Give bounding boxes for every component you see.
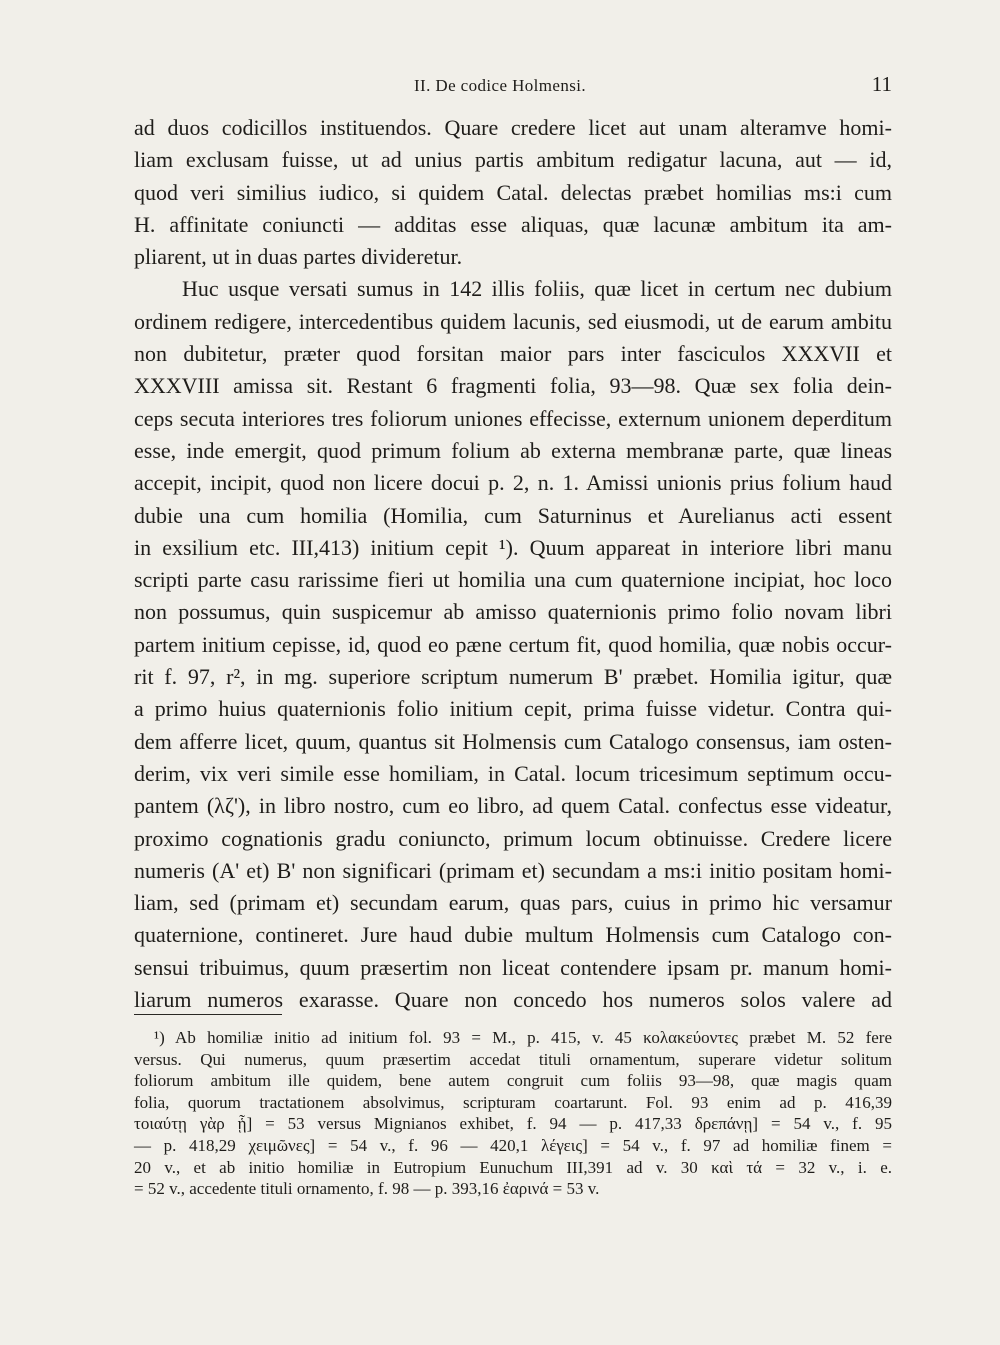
- footnote-line: folia, quorum tractationem absolvimus, scripturam coartarunt. Fol. 93 enim ad p. 416,39: [134, 1092, 892, 1112]
- body-line: quod veri similius iudico, si quidem Catal. delectas præbet homilias ms:i cum: [134, 179, 892, 205]
- body-line: scripti parte casu rarissime fieri ut homilia una cum quaternione incipiat, hoc loco: [134, 567, 892, 593]
- body-text: [134, 112, 892, 1016]
- body-line: ceps secuta interiores tres foliorum uniones effecisse, externum unionem deperditum: [134, 405, 892, 431]
- body-line: pantem (λζ'), in libro nostro, cum eo libro, ad quem Catal. confectus esse videatur,: [134, 793, 892, 819]
- footnote-line: τοιαύτῃ γὰρ ᾗ] = 53 versus Mignianos exhibet, f. 94 — p. 417,33 δρεπάνῃ] = 54 v., f. 95: [134, 1114, 892, 1134]
- body-line: liarum numeros exarasse. Quare non concedo hos numeros solos valere ad: [134, 987, 892, 1013]
- footnote-divider: [134, 1014, 282, 1015]
- body-line: pliarent, ut in duas partes divideretur.: [134, 244, 463, 270]
- body-line: H. affinitate coniuncti — additas esse aliquas, quæ lacunæ ambitum ita am-: [134, 211, 892, 237]
- running-title: II. De codice Holmensi.: [413, 76, 587, 95]
- body-line: ordinem redigere, intercedentibus quidem lacunis, sed eiusmodi, ut de earum ambitu: [134, 308, 892, 334]
- body-line: in exsilium etc. III,413) initium cepit ¹). Quum appareat in interiore libri manu: [134, 534, 892, 560]
- page-number: 11: [871, 72, 892, 96]
- body-line: esse, inde emergit, quod primum folium ab externa membranæ parte, quæ lineas: [134, 437, 892, 463]
- body-line: dem afferre licet, quum, quantus sit Holmensis cum Catalogo consensus, iam osten-: [134, 728, 892, 754]
- body-line: liam, sed (primam et) secundam earum, quas pars, cuius in primo hic versamur: [134, 890, 892, 916]
- footnote-line: 20 v., et ab initio homiliæ in Eutropium Eunuchum III,391 ad v. 30 καὶ τά = 32 v., i. e.: [134, 1157, 892, 1177]
- footnote-line: ¹) Ab homiliæ initio ad initium fol. 93 = M., p. 415, v. 45 κολακεύοντες præbet M. 52 fere: [154, 1028, 892, 1047]
- footnote-line: = 52 v., accedente tituli ornamento, f. 98 — p. 393,16 ἐαρινά = 53 v.: [134, 1179, 600, 1199]
- body-line: accepit, incipit, quod non licere docui p. 2, n. 1. Amissi unionis prius folium haud: [134, 470, 892, 496]
- body-line: sensui tribuimus, quum præsertim non liceat contendere ipsam pr. manum homi-: [134, 954, 892, 980]
- body-line: derim, vix veri simile esse homiliam, in Catal. locum tricesimum septimum occu-: [134, 760, 892, 786]
- body-line: ad duos codicillos instituendos. Quare credere licet aut unam alteramve homi-: [134, 115, 892, 140]
- body-line: non possumus, quin suspicemur ab amisso quaternionis primo folio novam libri: [134, 599, 892, 625]
- body-line: Huc usque versati sumus in 142 illis foliis, quæ licet in certum nec dubium: [182, 276, 892, 302]
- body-line: quaternione, contineret. Jure haud dubie multum Holmensis cum Catalogo con-: [134, 922, 892, 948]
- body-line: a primo huius quaternionis folio initium cepit, prima fuisse videtur. Contra qui-: [134, 696, 892, 722]
- body-line: dubie una cum homilia (Homilia, cum Saturninus et Aurelianus acti essent: [134, 502, 892, 528]
- body-line: liam exclusam fuisse, ut ad unius partis ambitum redigatur lacuna, aut — id,: [134, 147, 892, 173]
- footnote-line: foliorum ambitum ille quidem, bene autem congruit cum foliis 93—98, quæ magis quam: [134, 1071, 892, 1091]
- body-line: XXXVIII amissa sit. Restant 6 fragmenti folia, 93—98. Quæ sex folia dein-: [134, 373, 892, 399]
- body-line: numeris (A' et) B' non significari (primam et) secundam a ms:i initio positam homi-: [134, 857, 892, 883]
- footnote-line: — p. 418,29 χειμῶνες] = 54 v., f. 96 — 420,1 λέγεις] = 54 v., f. 97 ad homiliæ finem =: [134, 1135, 892, 1155]
- body-line: partem initium cepisse, id, quod eo pæne certum fit, quod homilia, quæ nobis occur-: [134, 631, 892, 657]
- footnote-line: versus. Qui numerus, quum præsertim accedat tituli ornamentum, superare videtur solitum: [134, 1049, 892, 1069]
- footnotes: [134, 1027, 892, 1200]
- running-head: [0, 72, 1000, 100]
- body-line: non dubitetur, præter quod forsitan maior pars inter fasciculos XXXVII et: [134, 341, 892, 367]
- body-line: rit f. 97, r², in mg. superiore scriptum numerum B' præbet. Homilia igitur, quæ: [134, 664, 892, 690]
- body-line: proximo cognationis gradu coniuncto, primum locum obtinuisse. Credere licere: [134, 825, 892, 851]
